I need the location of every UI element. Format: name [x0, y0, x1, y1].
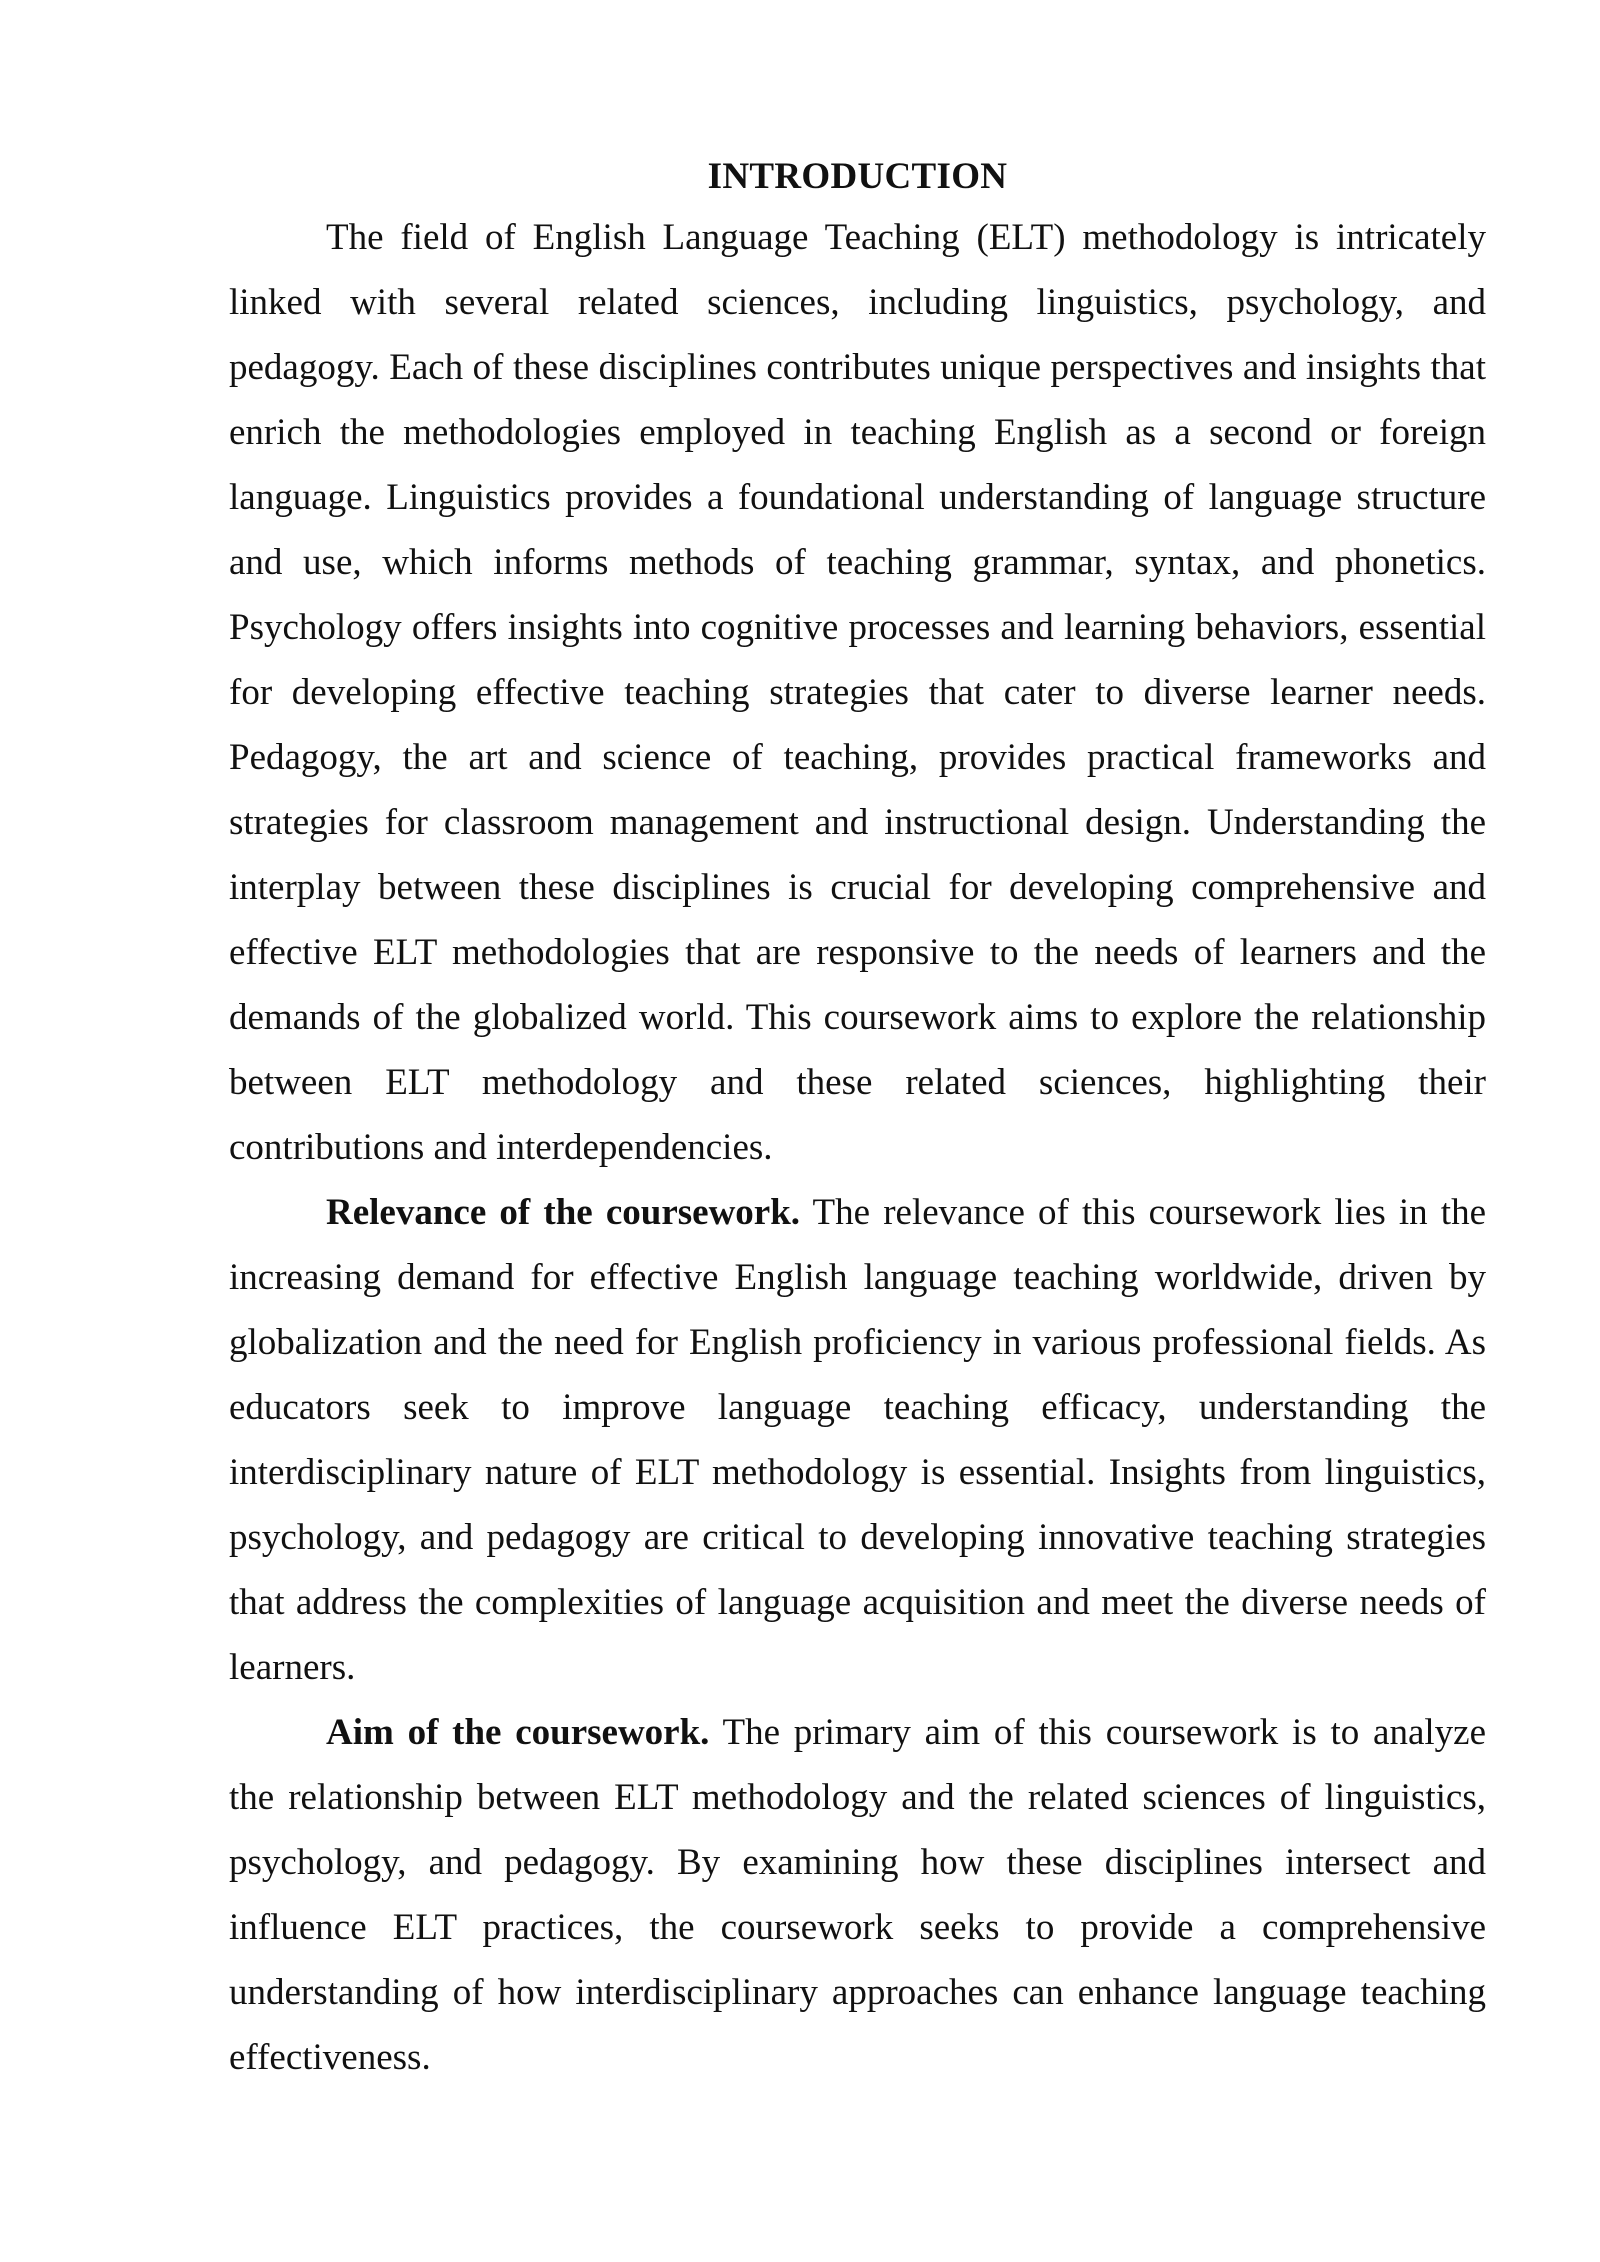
- relevance-paragraph: [229, 1180, 1486, 1700]
- page-title: INTRODUCTION: [707, 156, 1008, 197]
- aim-text: The primary aim of this coursework is to analyze the relationship between ELT methodology and the related sciences of linguistics, psychology, and pedagogy. By examining how these disciplines intersect and influence ELT practices, the coursework seeks to provide a comprehensive understanding of how interdisciplinary approaches can enhance language teaching effectiveness.: [229, 1712, 1486, 2078]
- aim-heading: Aim of the coursework.: [326, 1712, 710, 1753]
- relevance-text: The relevance of this coursework lies in the increasing demand for effective English language teaching worldwide, driven by globalization and the need for English proficiency in various professional fields. As educators seek to improve language teaching efficacy, understanding the interdisciplinary nature of ELT methodology is essential. Insights from linguistics, psychology, and pedagogy are critical to developing innovative teaching strategies that address the complexities of language acquisition and meet the diverse needs of learners.: [229, 1192, 1486, 1688]
- intro-paragraph: The field of English Language Teaching (ELT) methodology is intricately linked with several related sciences, including linguistics, psychology, and pedagogy. Each of these disciplines contributes unique perspectives and insights that enrich the methodologies employed in teaching English as a second or foreign language. Linguistics provides a foundational understanding of language structure and use, which informs methods of teaching grammar, syntax, and phonetics. Psychology offers insights into cognitive processes and learning behaviors, essential for developing effective teaching strategies that cater to diverse learner needs. Pedagogy, the art and science of teaching, provides practical frameworks and strategies for classroom management and instructional design. Understanding the interplay between these disciplines is crucial for developing comprehensive and effective ELT methodologies that are responsive to the needs of learners and the demands of the globalized world. This coursework aims to explore the relationship between ELT methodology and these related sciences, highlighting their contributions and interdependencies.: [229, 217, 1486, 1168]
- relevance-heading: Relevance of the coursework.: [326, 1192, 801, 1233]
- page-content: [229, 148, 1486, 2090]
- aim-paragraph: [229, 1700, 1486, 2090]
